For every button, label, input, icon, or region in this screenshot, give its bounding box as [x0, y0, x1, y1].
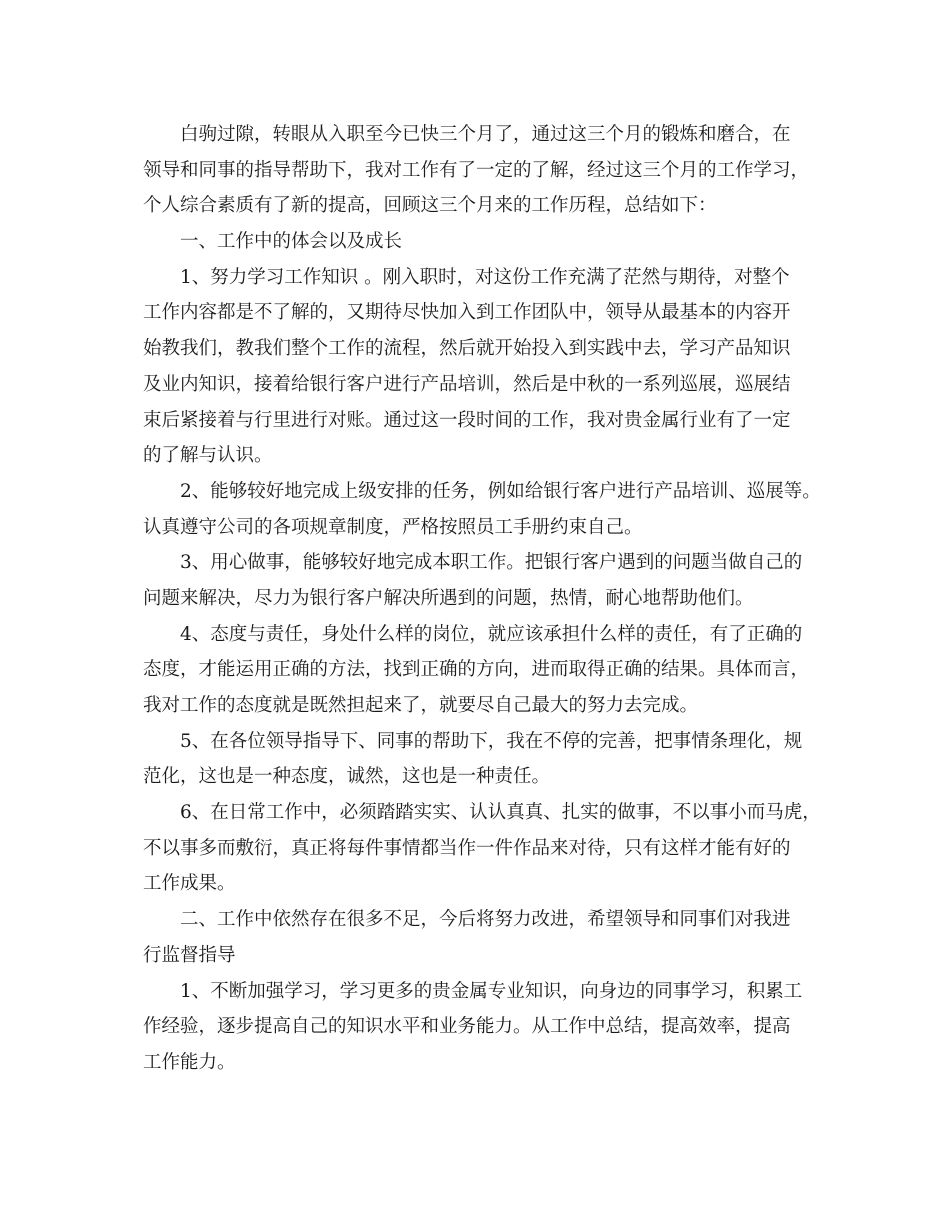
- text-line: 不以事多而敷衍，真正将每件事情都当作一件作品来对待，只有这样才能有好的: [143, 837, 791, 859]
- text-line: 4、态度与责任，身处什么样的岗位，就应该承担什么样的责任，有了正确的: [180, 623, 803, 645]
- text-line: 我对工作的态度就是既然担起来了，就要尽自己最大的努力去完成。: [143, 695, 699, 716]
- text-line: 的了解与认识。: [143, 445, 273, 467]
- section-heading: 一、工作中的体会以及成长: [180, 231, 403, 253]
- text-line: 问题来解决，尽力为银行客户解决所遇到的问题，热情，耐心地帮助他们。: [143, 587, 754, 609]
- text-line: 始教我们，教我们整个工作的流程，然后就开始投入到实践中去，学习产品知识: [143, 338, 791, 360]
- text-line: 个人综合素质有了新的提高，回顾这三个月来的工作历程，总结如下：: [143, 195, 717, 217]
- text-line: 及业内知识，接着给银行客户进行产品培训，然后是中秋的一系列巡展，巡展结: [143, 373, 791, 395]
- text-line: 1、不断加强学习，学习更多的贵金属专业知识，向身边的同事学习，积累工: [180, 980, 803, 1002]
- text-line: 态度，才能运用正确的方法，找到正确的方向，进而取得正确的结果。具体而言，: [143, 659, 810, 681]
- text-line: 工作成果。: [143, 873, 236, 895]
- text-line: 白驹过隙，转眼从入职至今已快三个月了，通过这三个月的锻炼和磨合，在: [180, 124, 791, 145]
- section-heading: 行监督指导: [143, 944, 236, 966]
- text-line: 范化，这也是一种态度，诚然，这也是一种责任。: [143, 766, 551, 788]
- text-line: 1、努力学习工作知识 。刚入职时，对这份工作充满了茫然与期待，对整个: [180, 266, 790, 288]
- text-line: 5、在各位领导指导下、同事的帮助下，我在不停的完善，把事情条理化，规: [180, 730, 803, 752]
- text-line: 3、用心做事，能够较好地完成本职工作。把银行客户遇到的问题当做自己的: [180, 552, 803, 574]
- text-line: 认真遵守公司的各项规章制度，严格按照员工手册约束自己。: [143, 516, 643, 538]
- text-line: 工作能力。: [143, 1051, 236, 1073]
- document-body: [143, 117, 823, 1081]
- text-line: 6、在日常工作中，必须踏踏实实、认认真真、扎实的做事，不以事小而马虎，: [180, 802, 821, 824]
- text-line: 工作内容都是不了解的，又期待尽快加入到工作团队中，领导从最基本的内容开: [143, 302, 791, 324]
- text-line: 作经验，逐步提高自己的知识水平和业务能力。从工作中总结，提高效率，提高: [143, 1016, 791, 1038]
- text-line: 束后紧接着与行里进行对账。通过这一段时间的工作，我对贵金属行业有了一定: [143, 409, 791, 431]
- section-heading: 二、工作中依然存在很多不足，今后将努力改进，希望领导和同事们对我进: [180, 909, 791, 931]
- text-line: 领导和同事的指导帮助下，我对工作有了一定的了解，经过这三个月的工作学习，: [143, 159, 810, 181]
- text-line: 2、能够较好地完成上级安排的任务，例如给银行客户进行产品培训、巡展等。: [180, 480, 821, 502]
